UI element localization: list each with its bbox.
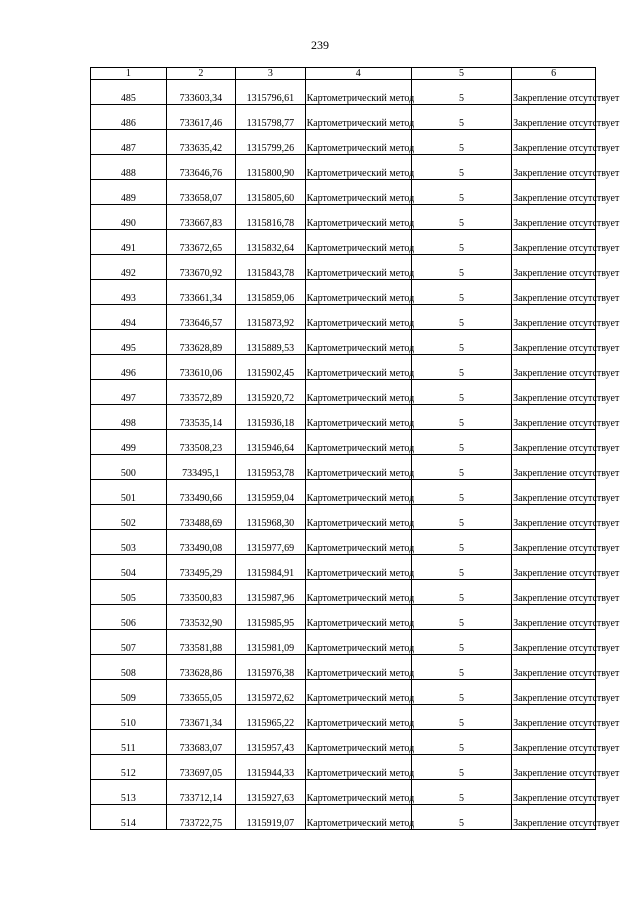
y-coordinate-cell: 1315977,69: [236, 530, 306, 555]
table-row: [91, 405, 596, 430]
y-coordinate-cell: 1315798,77: [236, 105, 306, 130]
y-coordinate-cell: 1315985,95: [236, 605, 306, 630]
fixing-description-cell: Закрепление отсутствует: [512, 255, 596, 280]
fixing-description-cell: Закрепление отсутствует: [512, 505, 596, 530]
method-cell: Картометрический метод: [305, 405, 411, 430]
point-number-cell: 513: [91, 780, 167, 805]
method-cell: Картометрический метод: [305, 105, 411, 130]
x-coordinate-cell: 733628,86: [166, 655, 236, 680]
method-cell: Картометрический метод: [305, 80, 411, 105]
fixing-description-cell: Закрепление отсутствует: [512, 480, 596, 505]
method-cell: Картометрический метод: [305, 180, 411, 205]
accuracy-cell: 5: [411, 405, 511, 430]
fixing-description-cell: Закрепление отсутствует: [512, 455, 596, 480]
y-coordinate-cell: 1315957,43: [236, 730, 306, 755]
column-header-3: 3: [236, 68, 306, 80]
point-number-cell: 509: [91, 680, 167, 705]
y-coordinate-cell: 1315889,53: [236, 330, 306, 355]
column-header-4: 4: [305, 68, 411, 80]
x-coordinate-cell: 733490,66: [166, 480, 236, 505]
y-coordinate-cell: 1315946,64: [236, 430, 306, 455]
point-number-cell: 511: [91, 730, 167, 755]
y-coordinate-cell: 1315927,63: [236, 780, 306, 805]
fixing-description-cell: Закрепление отсутствует: [512, 355, 596, 380]
point-number-cell: 507: [91, 630, 167, 655]
fixing-description-cell: Закрепление отсутствует: [512, 680, 596, 705]
y-coordinate-cell: 1315919,07: [236, 805, 306, 830]
y-coordinate-cell: 1315805,60: [236, 180, 306, 205]
accuracy-cell: 5: [411, 430, 511, 455]
point-number-cell: 491: [91, 230, 167, 255]
fixing-description-cell: Закрепление отсутствует: [512, 230, 596, 255]
method-cell: Картометрический метод: [305, 455, 411, 480]
accuracy-cell: 5: [411, 280, 511, 305]
accuracy-cell: 5: [411, 80, 511, 105]
accuracy-cell: 5: [411, 655, 511, 680]
table-row: [91, 730, 596, 755]
y-coordinate-cell: 1315984,91: [236, 555, 306, 580]
table-row: [91, 705, 596, 730]
y-coordinate-cell: 1315796,61: [236, 80, 306, 105]
table-row: [91, 355, 596, 380]
accuracy-cell: 5: [411, 205, 511, 230]
point-number-cell: 490: [91, 205, 167, 230]
fixing-description-cell: Закрепление отсутствует: [512, 655, 596, 680]
x-coordinate-cell: 733617,46: [166, 105, 236, 130]
method-cell: Картометрический метод: [305, 605, 411, 630]
x-coordinate-cell: 733667,83: [166, 205, 236, 230]
point-number-cell: 506: [91, 605, 167, 630]
y-coordinate-cell: 1315953,78: [236, 455, 306, 480]
method-cell: Картометрический метод: [305, 505, 411, 530]
table-row: [91, 530, 596, 555]
y-coordinate-cell: 1315799,26: [236, 130, 306, 155]
fixing-description-cell: Закрепление отсутствует: [512, 330, 596, 355]
x-coordinate-cell: 733683,07: [166, 730, 236, 755]
table-row: [91, 280, 596, 305]
point-number-cell: 487: [91, 130, 167, 155]
accuracy-cell: 5: [411, 505, 511, 530]
method-cell: Картометрический метод: [305, 380, 411, 405]
point-number-cell: 499: [91, 430, 167, 455]
accuracy-cell: 5: [411, 680, 511, 705]
point-number-cell: 488: [91, 155, 167, 180]
method-cell: Картометрический метод: [305, 280, 411, 305]
x-coordinate-cell: 733635,42: [166, 130, 236, 155]
x-coordinate-cell: 733672,65: [166, 230, 236, 255]
point-number-cell: 510: [91, 705, 167, 730]
y-coordinate-cell: 1315859,06: [236, 280, 306, 305]
fixing-description-cell: Закрепление отсутствует: [512, 80, 596, 105]
table-row: [91, 230, 596, 255]
x-coordinate-cell: 733670,92: [166, 255, 236, 280]
point-number-cell: 486: [91, 105, 167, 130]
method-cell: Картометрический метод: [305, 655, 411, 680]
point-number-cell: 501: [91, 480, 167, 505]
accuracy-cell: 5: [411, 180, 511, 205]
y-coordinate-cell: 1315959,04: [236, 480, 306, 505]
table-row: [91, 205, 596, 230]
table-row: [91, 630, 596, 655]
point-number-cell: 508: [91, 655, 167, 680]
x-coordinate-cell: 733572,89: [166, 380, 236, 405]
table-row: [91, 305, 596, 330]
y-coordinate-cell: 1315987,96: [236, 580, 306, 605]
table-row: [91, 130, 596, 155]
fixing-description-cell: Закрепление отсутствует: [512, 280, 596, 305]
y-coordinate-cell: 1315832,64: [236, 230, 306, 255]
point-number-cell: 495: [91, 330, 167, 355]
point-number-cell: 504: [91, 555, 167, 580]
method-cell: Картометрический метод: [305, 705, 411, 730]
accuracy-cell: 5: [411, 455, 511, 480]
point-number-cell: 498: [91, 405, 167, 430]
fixing-description-cell: Закрепление отсутствует: [512, 605, 596, 630]
y-coordinate-cell: 1315816,78: [236, 205, 306, 230]
fixing-description-cell: Закрепление отсутствует: [512, 130, 596, 155]
accuracy-cell: 5: [411, 330, 511, 355]
x-coordinate-cell: 733655,05: [166, 680, 236, 705]
x-coordinate-cell: 733581,88: [166, 630, 236, 655]
accuracy-cell: 5: [411, 155, 511, 180]
method-cell: Картометрический метод: [305, 255, 411, 280]
point-number-cell: 494: [91, 305, 167, 330]
table-row: [91, 80, 596, 105]
fixing-description-cell: Закрепление отсутствует: [512, 780, 596, 805]
method-cell: Картометрический метод: [305, 305, 411, 330]
fixing-description-cell: Закрепление отсутствует: [512, 555, 596, 580]
x-coordinate-cell: 733488,69: [166, 505, 236, 530]
x-coordinate-cell: 733495,29: [166, 555, 236, 580]
y-coordinate-cell: 1315843,78: [236, 255, 306, 280]
table-row: [91, 780, 596, 805]
accuracy-cell: 5: [411, 105, 511, 130]
accuracy-cell: 5: [411, 605, 511, 630]
accuracy-cell: 5: [411, 355, 511, 380]
x-coordinate-cell: 733697,05: [166, 755, 236, 780]
accuracy-cell: 5: [411, 255, 511, 280]
y-coordinate-cell: 1315873,92: [236, 305, 306, 330]
point-number-cell: 492: [91, 255, 167, 280]
table-row: [91, 480, 596, 505]
y-coordinate-cell: 1315902,45: [236, 355, 306, 380]
y-coordinate-cell: 1315976,38: [236, 655, 306, 680]
y-coordinate-cell: 1315936,18: [236, 405, 306, 430]
x-coordinate-cell: 733490,08: [166, 530, 236, 555]
y-coordinate-cell: 1315972,62: [236, 680, 306, 705]
accuracy-cell: 5: [411, 305, 511, 330]
accuracy-cell: 5: [411, 580, 511, 605]
table-row: [91, 555, 596, 580]
fixing-description-cell: Закрепление отсутствует: [512, 105, 596, 130]
fixing-description-cell: Закрепление отсутствует: [512, 305, 596, 330]
fixing-description-cell: Закрепление отсутствует: [512, 205, 596, 230]
accuracy-cell: 5: [411, 380, 511, 405]
x-coordinate-cell: 733722,75: [166, 805, 236, 830]
column-header-6: 6: [512, 68, 596, 80]
table-body: [91, 80, 620, 830]
fixing-description-cell: Закрепление отсутствует: [512, 630, 596, 655]
table-row: [91, 505, 596, 530]
point-number-cell: 503: [91, 530, 167, 555]
fixing-description-cell: Закрепление отсутствует: [512, 405, 596, 430]
y-coordinate-cell: 1315965,22: [236, 705, 306, 730]
fixing-description-cell: Закрепление отсутствует: [512, 755, 596, 780]
table-row: [91, 255, 596, 280]
point-number-cell: 500: [91, 455, 167, 480]
point-number-cell: 489: [91, 180, 167, 205]
method-cell: Картометрический метод: [305, 480, 411, 505]
accuracy-cell: 5: [411, 480, 511, 505]
table-row: [91, 680, 596, 705]
method-cell: Картометрический метод: [305, 430, 411, 455]
point-number-cell: 514: [91, 805, 167, 830]
x-coordinate-cell: 733495,1: [166, 455, 236, 480]
x-coordinate-cell: 733646,57: [166, 305, 236, 330]
fixing-description-cell: Закрепление отсутствует: [512, 180, 596, 205]
x-coordinate-cell: 733535,14: [166, 405, 236, 430]
method-cell: Картометрический метод: [305, 230, 411, 255]
table-row: [91, 605, 596, 630]
coordinates-table: [90, 67, 620, 830]
column-header-5: 5: [411, 68, 511, 80]
method-cell: Картометрический метод: [305, 755, 411, 780]
table-header: [91, 68, 596, 80]
table-row: [91, 455, 596, 480]
table-row: [91, 755, 596, 780]
method-cell: Картометрический метод: [305, 555, 411, 580]
accuracy-cell: 5: [411, 705, 511, 730]
method-cell: Картометрический метод: [305, 630, 411, 655]
column-header-2: 2: [166, 68, 236, 80]
x-coordinate-cell: 733610,06: [166, 355, 236, 380]
accuracy-cell: 5: [411, 730, 511, 755]
fixing-description-cell: Закрепление отсутствует: [512, 805, 596, 830]
table-row: [91, 580, 596, 605]
table-row: [91, 155, 596, 180]
point-number-cell: 497: [91, 380, 167, 405]
method-cell: Картометрический метод: [305, 805, 411, 830]
fixing-description-cell: Закрепление отсутствует: [512, 730, 596, 755]
method-cell: Картометрический метод: [305, 330, 411, 355]
table-row: [91, 380, 596, 405]
table-row: [91, 180, 596, 205]
x-coordinate-cell: 733712,14: [166, 780, 236, 805]
method-cell: Картометрический метод: [305, 730, 411, 755]
method-cell: Картометрический метод: [305, 680, 411, 705]
page-number: 239: [311, 38, 329, 52]
fixing-description-cell: Закрепление отсутствует: [512, 155, 596, 180]
column-header-1: 1: [91, 68, 167, 80]
accuracy-cell: 5: [411, 805, 511, 830]
fixing-description-cell: Закрепление отсутствует: [512, 580, 596, 605]
method-cell: Картометрический метод: [305, 130, 411, 155]
accuracy-cell: 5: [411, 755, 511, 780]
point-number-cell: 502: [91, 505, 167, 530]
accuracy-cell: 5: [411, 630, 511, 655]
x-coordinate-cell: 733508,23: [166, 430, 236, 455]
x-coordinate-cell: 733603,34: [166, 80, 236, 105]
method-cell: Картометрический метод: [305, 155, 411, 180]
x-coordinate-cell: 733646,76: [166, 155, 236, 180]
accuracy-cell: 5: [411, 130, 511, 155]
x-coordinate-cell: 733661,34: [166, 280, 236, 305]
accuracy-cell: 5: [411, 555, 511, 580]
y-coordinate-cell: 1315968,30: [236, 505, 306, 530]
table-row: [91, 105, 596, 130]
fixing-description-cell: Закрепление отсутствует: [512, 430, 596, 455]
x-coordinate-cell: 733500,83: [166, 580, 236, 605]
point-number-cell: 485: [91, 80, 167, 105]
table-row: [91, 330, 596, 355]
point-number-cell: 512: [91, 755, 167, 780]
header-row: [91, 68, 596, 80]
y-coordinate-cell: 1315944,33: [236, 755, 306, 780]
accuracy-cell: 5: [411, 230, 511, 255]
y-coordinate-cell: 1315920,72: [236, 380, 306, 405]
x-coordinate-cell: 733628,89: [166, 330, 236, 355]
x-coordinate-cell: 733671,34: [166, 705, 236, 730]
point-number-cell: 505: [91, 580, 167, 605]
method-cell: Картометрический метод: [305, 780, 411, 805]
point-number-cell: 496: [91, 355, 167, 380]
fixing-description-cell: Закрепление отсутствует: [512, 380, 596, 405]
table-row: [91, 430, 596, 455]
method-cell: Картометрический метод: [305, 580, 411, 605]
x-coordinate-cell: 733658,07: [166, 180, 236, 205]
point-number-cell: 493: [91, 280, 167, 305]
method-cell: Картометрический метод: [305, 530, 411, 555]
fixing-description-cell: Закрепление отсутствует: [512, 705, 596, 730]
x-coordinate-cell: 733532,90: [166, 605, 236, 630]
accuracy-cell: 5: [411, 780, 511, 805]
table-row: [91, 655, 596, 680]
fixing-description-cell: Закрепление отсутствует: [512, 530, 596, 555]
y-coordinate-cell: 1315800,90: [236, 155, 306, 180]
table-row: [91, 805, 596, 830]
accuracy-cell: 5: [411, 530, 511, 555]
method-cell: Картометрический метод: [305, 355, 411, 380]
y-coordinate-cell: 1315981,09: [236, 630, 306, 655]
method-cell: Картометрический метод: [305, 205, 411, 230]
